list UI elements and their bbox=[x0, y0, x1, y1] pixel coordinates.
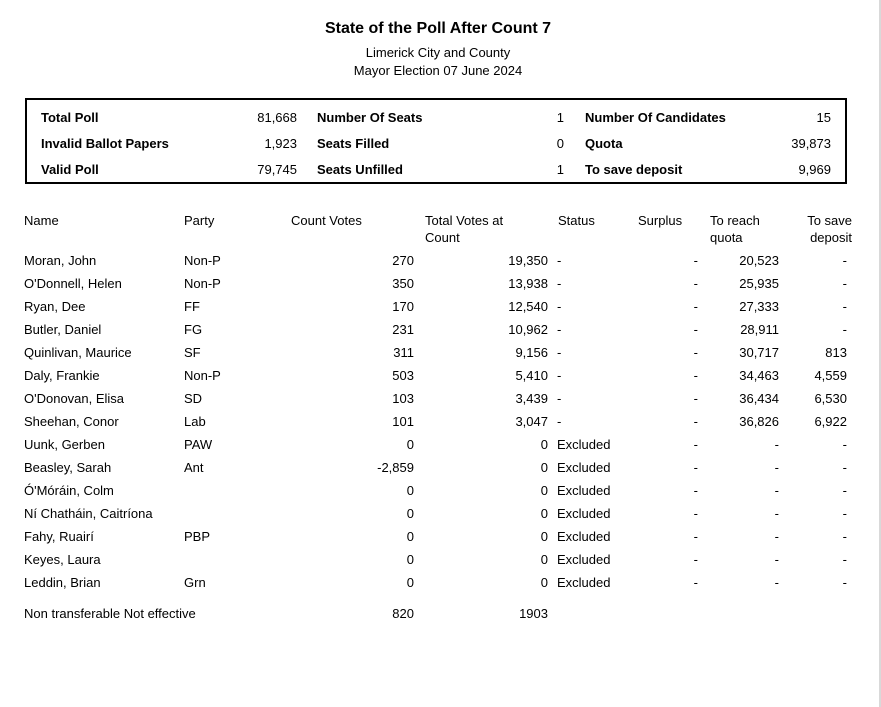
cell-to-save-deposit: 813 bbox=[825, 345, 847, 360]
cell-to-reach-quota: - bbox=[774, 460, 779, 475]
cell-to-save-deposit: - bbox=[842, 276, 847, 291]
col-header-status: Status bbox=[558, 213, 595, 228]
summary-label: Seats Filled bbox=[317, 136, 390, 151]
summary-value: 1 bbox=[556, 110, 564, 125]
cell-name: Fahy, Ruairí bbox=[24, 529, 94, 544]
cell-to-save-deposit: - bbox=[842, 437, 847, 452]
cell-to-save-deposit: - bbox=[842, 322, 847, 337]
cell-name: Leddin, Brian bbox=[24, 575, 101, 590]
cell-to-reach-quota: - bbox=[774, 506, 779, 521]
summary-value: 1 bbox=[556, 162, 564, 177]
cell-party: Non-P bbox=[184, 253, 221, 268]
cell-total-votes: 0 bbox=[540, 552, 548, 567]
cell-to-save-deposit: - bbox=[842, 483, 847, 498]
cell-total-votes: 12,540 bbox=[508, 299, 548, 314]
cell-to-save-deposit: 6,530 bbox=[814, 391, 847, 406]
cell-total-votes: 3,439 bbox=[515, 391, 548, 406]
cell-party: PBP bbox=[184, 529, 211, 544]
cell-count-votes: 350 bbox=[392, 276, 414, 291]
cell-count-votes: -2,859 bbox=[377, 460, 414, 475]
cell-surplus: - bbox=[693, 483, 698, 498]
cell-name: Ryan, Dee bbox=[24, 299, 86, 314]
table-row bbox=[0, 575, 876, 595]
cell-party: PAW bbox=[184, 437, 213, 452]
cell-total-votes: 3,047 bbox=[515, 414, 548, 429]
cell-to-save-deposit: - bbox=[842, 575, 847, 590]
summary-box bbox=[25, 98, 847, 184]
summary-label: Quota bbox=[585, 136, 623, 151]
summary-value: 1,923 bbox=[264, 136, 297, 151]
cell-name: Ní Chatháin, Caitríona bbox=[24, 506, 153, 521]
cell-to-reach-quota: 34,463 bbox=[739, 368, 779, 383]
summary-value: 79,745 bbox=[257, 162, 297, 177]
cell-status: Excluded bbox=[557, 575, 611, 590]
table-row bbox=[0, 506, 876, 526]
report-subtitle-location: Limerick City and County bbox=[365, 45, 511, 60]
cell-count-votes: 0 bbox=[406, 506, 414, 521]
table-row bbox=[0, 276, 876, 296]
table-row bbox=[0, 552, 876, 572]
summary-row bbox=[27, 162, 845, 182]
cell-name: O'Donnell, Helen bbox=[24, 276, 122, 291]
cell-count-votes: 170 bbox=[392, 299, 414, 314]
table-row bbox=[0, 368, 876, 388]
cell-total-votes: 0 bbox=[540, 575, 548, 590]
cell-to-save-deposit: - bbox=[842, 460, 847, 475]
table-row bbox=[0, 437, 876, 457]
table-row bbox=[0, 414, 876, 434]
cell-count-votes: 270 bbox=[392, 253, 414, 268]
cell-party: Non-P bbox=[184, 276, 221, 291]
cell-status: Excluded bbox=[557, 483, 611, 498]
cell-party: FF bbox=[184, 299, 200, 314]
footer-label: Non transferable Not effective bbox=[24, 606, 196, 621]
cell-to-reach-quota: - bbox=[774, 437, 779, 452]
cell-status: Excluded bbox=[557, 506, 611, 521]
table-row bbox=[0, 345, 876, 365]
cell-to-reach-quota: 28,911 bbox=[740, 322, 779, 337]
cell-name: Uunk, Gerben bbox=[24, 437, 105, 452]
cell-surplus: - bbox=[693, 345, 698, 360]
cell-party: SF bbox=[184, 345, 201, 360]
cell-name: Sheehan, Conor bbox=[24, 414, 119, 429]
footer-total-votes: 1903 bbox=[519, 606, 548, 621]
cell-status: - bbox=[557, 391, 562, 406]
summary-label: Total Poll bbox=[41, 110, 99, 125]
cell-status: Excluded bbox=[557, 552, 611, 567]
cell-count-votes: 103 bbox=[392, 391, 414, 406]
cell-surplus: - bbox=[693, 299, 698, 314]
cell-total-votes: 19,350 bbox=[508, 253, 548, 268]
cell-to-reach-quota: 25,935 bbox=[739, 276, 779, 291]
cell-name: Beasley, Sarah bbox=[24, 460, 112, 475]
summary-value: 9,969 bbox=[798, 162, 831, 177]
summary-value: 15 bbox=[816, 110, 831, 125]
cell-count-votes: 231 bbox=[392, 322, 414, 337]
cell-to-save-deposit: - bbox=[842, 552, 847, 567]
col-header-name: Name bbox=[24, 213, 59, 228]
table-row bbox=[0, 483, 876, 503]
cell-name: Quinlivan, Maurice bbox=[24, 345, 132, 360]
cell-name: Ó'Móráin, Colm bbox=[24, 483, 114, 498]
table-row bbox=[0, 529, 876, 549]
report-title: State of the Poll After Count 7 bbox=[324, 20, 552, 37]
cell-surplus: - bbox=[693, 529, 698, 544]
cell-total-votes: 0 bbox=[540, 483, 548, 498]
table-row bbox=[0, 391, 876, 411]
cell-status: Excluded bbox=[557, 529, 611, 544]
table-row bbox=[0, 460, 876, 480]
cell-total-votes: 10,962 bbox=[508, 322, 548, 337]
cell-name: Moran, John bbox=[24, 253, 97, 268]
cell-party: Lab bbox=[184, 414, 206, 429]
table-row bbox=[0, 322, 876, 342]
cell-status: - bbox=[557, 345, 562, 360]
cell-status: - bbox=[557, 299, 562, 314]
cell-status: - bbox=[557, 322, 562, 337]
cell-party: SD bbox=[184, 391, 203, 406]
cell-status: Excluded bbox=[557, 460, 611, 475]
cell-count-votes: 0 bbox=[406, 552, 414, 567]
cell-to-reach-quota: 36,826 bbox=[739, 414, 779, 429]
cell-surplus: - bbox=[693, 506, 698, 521]
cell-to-save-deposit: - bbox=[842, 299, 847, 314]
cell-to-save-deposit: 4,559 bbox=[814, 368, 847, 383]
summary-value: 39,873 bbox=[791, 136, 831, 151]
col-header-total-votes: Total Votes at Count bbox=[425, 213, 504, 245]
cell-total-votes: 0 bbox=[540, 506, 548, 521]
cell-surplus: - bbox=[693, 552, 698, 567]
cell-status: Excluded bbox=[557, 437, 611, 452]
cell-to-save-deposit: - bbox=[842, 529, 847, 544]
summary-label: Invalid Ballot Papers bbox=[41, 136, 169, 151]
table-row bbox=[0, 253, 876, 273]
cell-to-reach-quota: - bbox=[774, 575, 779, 590]
col-header-count-votes: Count Votes bbox=[291, 213, 362, 228]
cell-status: - bbox=[557, 414, 562, 429]
cell-surplus: - bbox=[693, 575, 698, 590]
report-subtitle-election: Mayor Election 07 June 2024 bbox=[353, 63, 523, 78]
cell-surplus: - bbox=[693, 391, 698, 406]
summary-value: 0 bbox=[556, 136, 564, 151]
cell-to-reach-quota: - bbox=[774, 483, 779, 498]
cell-count-votes: 503 bbox=[392, 368, 414, 383]
cell-to-reach-quota: - bbox=[774, 552, 779, 567]
cell-name: O'Donovan, Elisa bbox=[24, 391, 125, 406]
cell-count-votes: 0 bbox=[406, 483, 414, 498]
summary-value: 81,668 bbox=[257, 110, 297, 125]
cell-name: Keyes, Laura bbox=[24, 552, 101, 567]
col-header-party: Party bbox=[184, 213, 215, 228]
cell-to-reach-quota: - bbox=[774, 529, 779, 544]
col-header-to-save-deposit: To save deposit bbox=[807, 213, 852, 245]
cell-count-votes: 311 bbox=[393, 345, 414, 360]
cell-to-save-deposit: 6,922 bbox=[814, 414, 847, 429]
summary-row bbox=[27, 136, 845, 156]
cell-status: - bbox=[557, 368, 562, 383]
cell-total-votes: 0 bbox=[540, 529, 548, 544]
cell-party: Grn bbox=[184, 575, 206, 590]
col-header-to-reach-quota: To reach quota bbox=[710, 213, 760, 245]
cell-to-reach-quota: 20,523 bbox=[739, 253, 779, 268]
cell-total-votes: 0 bbox=[540, 460, 548, 475]
cell-to-reach-quota: 27,333 bbox=[739, 299, 779, 314]
table-row bbox=[0, 299, 876, 319]
cell-surplus: - bbox=[693, 276, 698, 291]
cell-count-votes: 0 bbox=[406, 529, 414, 544]
cell-surplus: - bbox=[693, 368, 698, 383]
summary-label: Number Of Seats bbox=[317, 110, 423, 125]
summary-row bbox=[27, 110, 845, 130]
footer-count-votes: 820 bbox=[392, 606, 414, 621]
cell-party: FG bbox=[184, 322, 203, 337]
footer-row-non-transferable bbox=[0, 606, 876, 626]
cell-to-reach-quota: 30,717 bbox=[739, 345, 779, 360]
summary-label: To save deposit bbox=[585, 162, 683, 177]
cell-total-votes: 5,410 bbox=[515, 368, 548, 383]
summary-label: Seats Unfilled bbox=[317, 162, 403, 177]
cell-surplus: - bbox=[693, 460, 698, 475]
cell-to-reach-quota: 36,434 bbox=[739, 391, 779, 406]
cell-to-save-deposit: - bbox=[842, 253, 847, 268]
cell-name: Butler, Daniel bbox=[24, 322, 102, 337]
cell-count-votes: 101 bbox=[392, 414, 414, 429]
cell-count-votes: 0 bbox=[406, 575, 414, 590]
cell-count-votes: 0 bbox=[406, 437, 414, 452]
cell-surplus: - bbox=[693, 414, 698, 429]
summary-label: Number Of Candidates bbox=[585, 110, 726, 125]
col-header-surplus: Surplus bbox=[638, 213, 683, 228]
cell-party: Non-P bbox=[184, 368, 221, 383]
cell-status: - bbox=[557, 276, 562, 291]
summary-label: Valid Poll bbox=[41, 162, 99, 177]
cell-name: Daly, Frankie bbox=[24, 368, 100, 383]
cell-surplus: - bbox=[693, 253, 698, 268]
cell-status: - bbox=[557, 253, 562, 268]
cell-total-votes: 13,938 bbox=[508, 276, 548, 291]
cell-party: Ant bbox=[184, 460, 204, 475]
cell-surplus: - bbox=[693, 437, 698, 452]
cell-surplus: - bbox=[693, 322, 698, 337]
cell-total-votes: 9,156 bbox=[515, 345, 548, 360]
cell-total-votes: 0 bbox=[540, 437, 548, 452]
cell-to-save-deposit: - bbox=[842, 506, 847, 521]
